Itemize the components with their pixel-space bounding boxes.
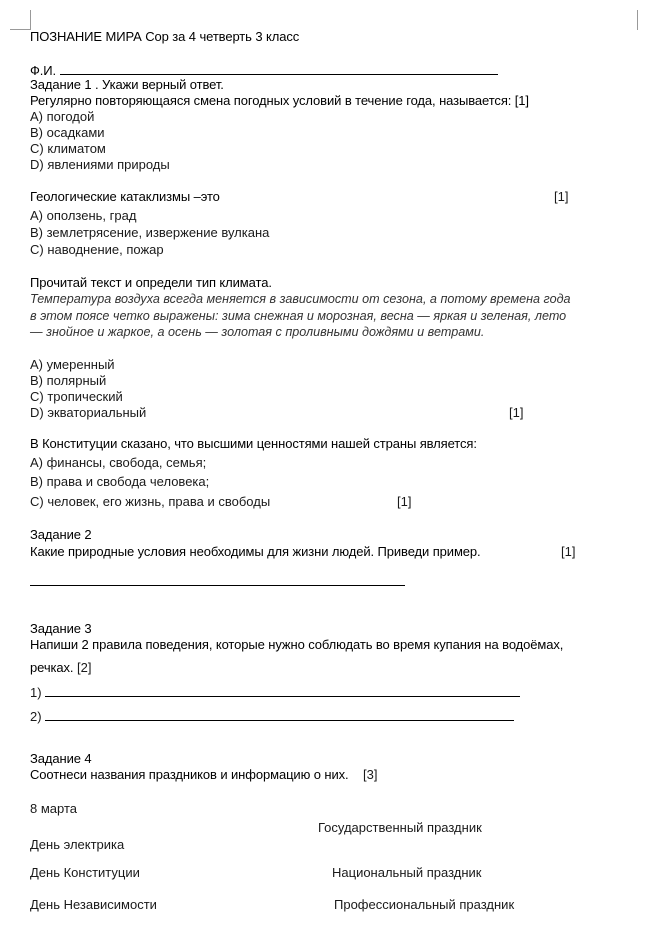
- crop-mark: [30, 10, 31, 30]
- task3-score: [2]: [77, 660, 92, 675]
- task2-answer-line[interactable]: [30, 575, 405, 586]
- q4-score: [1]: [397, 494, 412, 509]
- q4-option: A) финансы, свобода, семья;: [30, 455, 207, 470]
- q2-text: Геологические катаклизмы –это: [30, 189, 220, 204]
- answer-number: 2): [30, 709, 42, 724]
- q1-text: Регулярно повторяющаяся смена погодных условий в течение года, называется: [1]: [30, 93, 529, 108]
- q4-option: C) человек, его жизнь, права и свободы: [30, 494, 271, 509]
- task4-text: Соотнеси названия праздников и информацию о них. [3]: [30, 767, 378, 782]
- holiday-item: 8 марта: [30, 801, 77, 816]
- q2-option: C) наводнение, пожар: [30, 242, 164, 257]
- crop-mark: [637, 10, 638, 30]
- q1-option: C) климатом: [30, 141, 106, 156]
- q2-score: [1]: [554, 189, 569, 204]
- task1-heading: Задание 1 . Укажи верный ответ.: [30, 77, 224, 92]
- q1-option: A) погодой: [30, 109, 95, 124]
- q3-passage: в этом поясе четко выражены: зима снежная и морозная, весна — яркая и зеленая, лето: [30, 309, 567, 323]
- holiday-type: Профессиональный праздник: [334, 897, 515, 912]
- q3-text: Прочитай текст и определи тип климата.: [30, 275, 272, 290]
- q3-score: [1]: [509, 405, 524, 420]
- answer-number: 1): [30, 685, 42, 700]
- task2-score: [1]: [561, 544, 576, 559]
- task3-heading: Задание 3: [30, 621, 92, 636]
- holiday-item: День электрика: [30, 837, 125, 852]
- task3-answer-1[interactable]: [30, 684, 520, 701]
- holiday-item: День Независимости: [30, 897, 157, 912]
- document-title: ПОЗНАНИЕ МИРА Сор за 4 четверть 3 класс: [30, 29, 300, 44]
- task3-answer-2[interactable]: [30, 708, 514, 725]
- q1-option: B) осадками: [30, 125, 105, 140]
- q3-passage: Температура воздуха всегда меняется в зависимости от сезона, а потому времена года: [30, 292, 571, 306]
- holiday-item: День Конституции: [30, 865, 140, 880]
- holiday-type: Национальный праздник: [332, 865, 482, 880]
- q3-option: C) тропический: [30, 389, 123, 404]
- q1-option: D) явлениями природы: [30, 157, 170, 172]
- q4-text: В Конституции сказано, что высшими ценностями нашей страны является:: [30, 436, 477, 451]
- task4-score: [3]: [363, 767, 378, 782]
- holiday-type: Государственный праздник: [318, 820, 482, 835]
- q3-option: D) экваториальный: [30, 405, 147, 420]
- q3-passage: — знойное и жаркое, а осень — золотая с проливными дождями и ветрами.: [30, 325, 485, 339]
- fio-label: Ф.И.: [30, 63, 57, 78]
- q2-option: A) оползень, град: [30, 208, 137, 223]
- q2-option: B) землетрясение, извержение вулкана: [30, 225, 270, 240]
- answer-line: [45, 708, 514, 721]
- task4-heading: Задание 4: [30, 751, 92, 766]
- crop-mark: [10, 29, 30, 30]
- answer-line: [45, 684, 520, 697]
- q4-option: B) права и свобода человека;: [30, 474, 210, 489]
- task3-text: Напиши 2 правила поведения, которые нужно соблюдать во время купания на водоёмах,: [30, 637, 564, 652]
- q3-option: A) умеренный: [30, 357, 115, 372]
- task2-text: Какие природные условия необходимы для жизни людей. Приведи пример.: [30, 544, 481, 559]
- task2-heading: Задание 2: [30, 527, 92, 542]
- task3-text2: речках. [2]: [30, 660, 92, 675]
- fio-line: [60, 62, 498, 75]
- q3-option: B) полярный: [30, 373, 107, 388]
